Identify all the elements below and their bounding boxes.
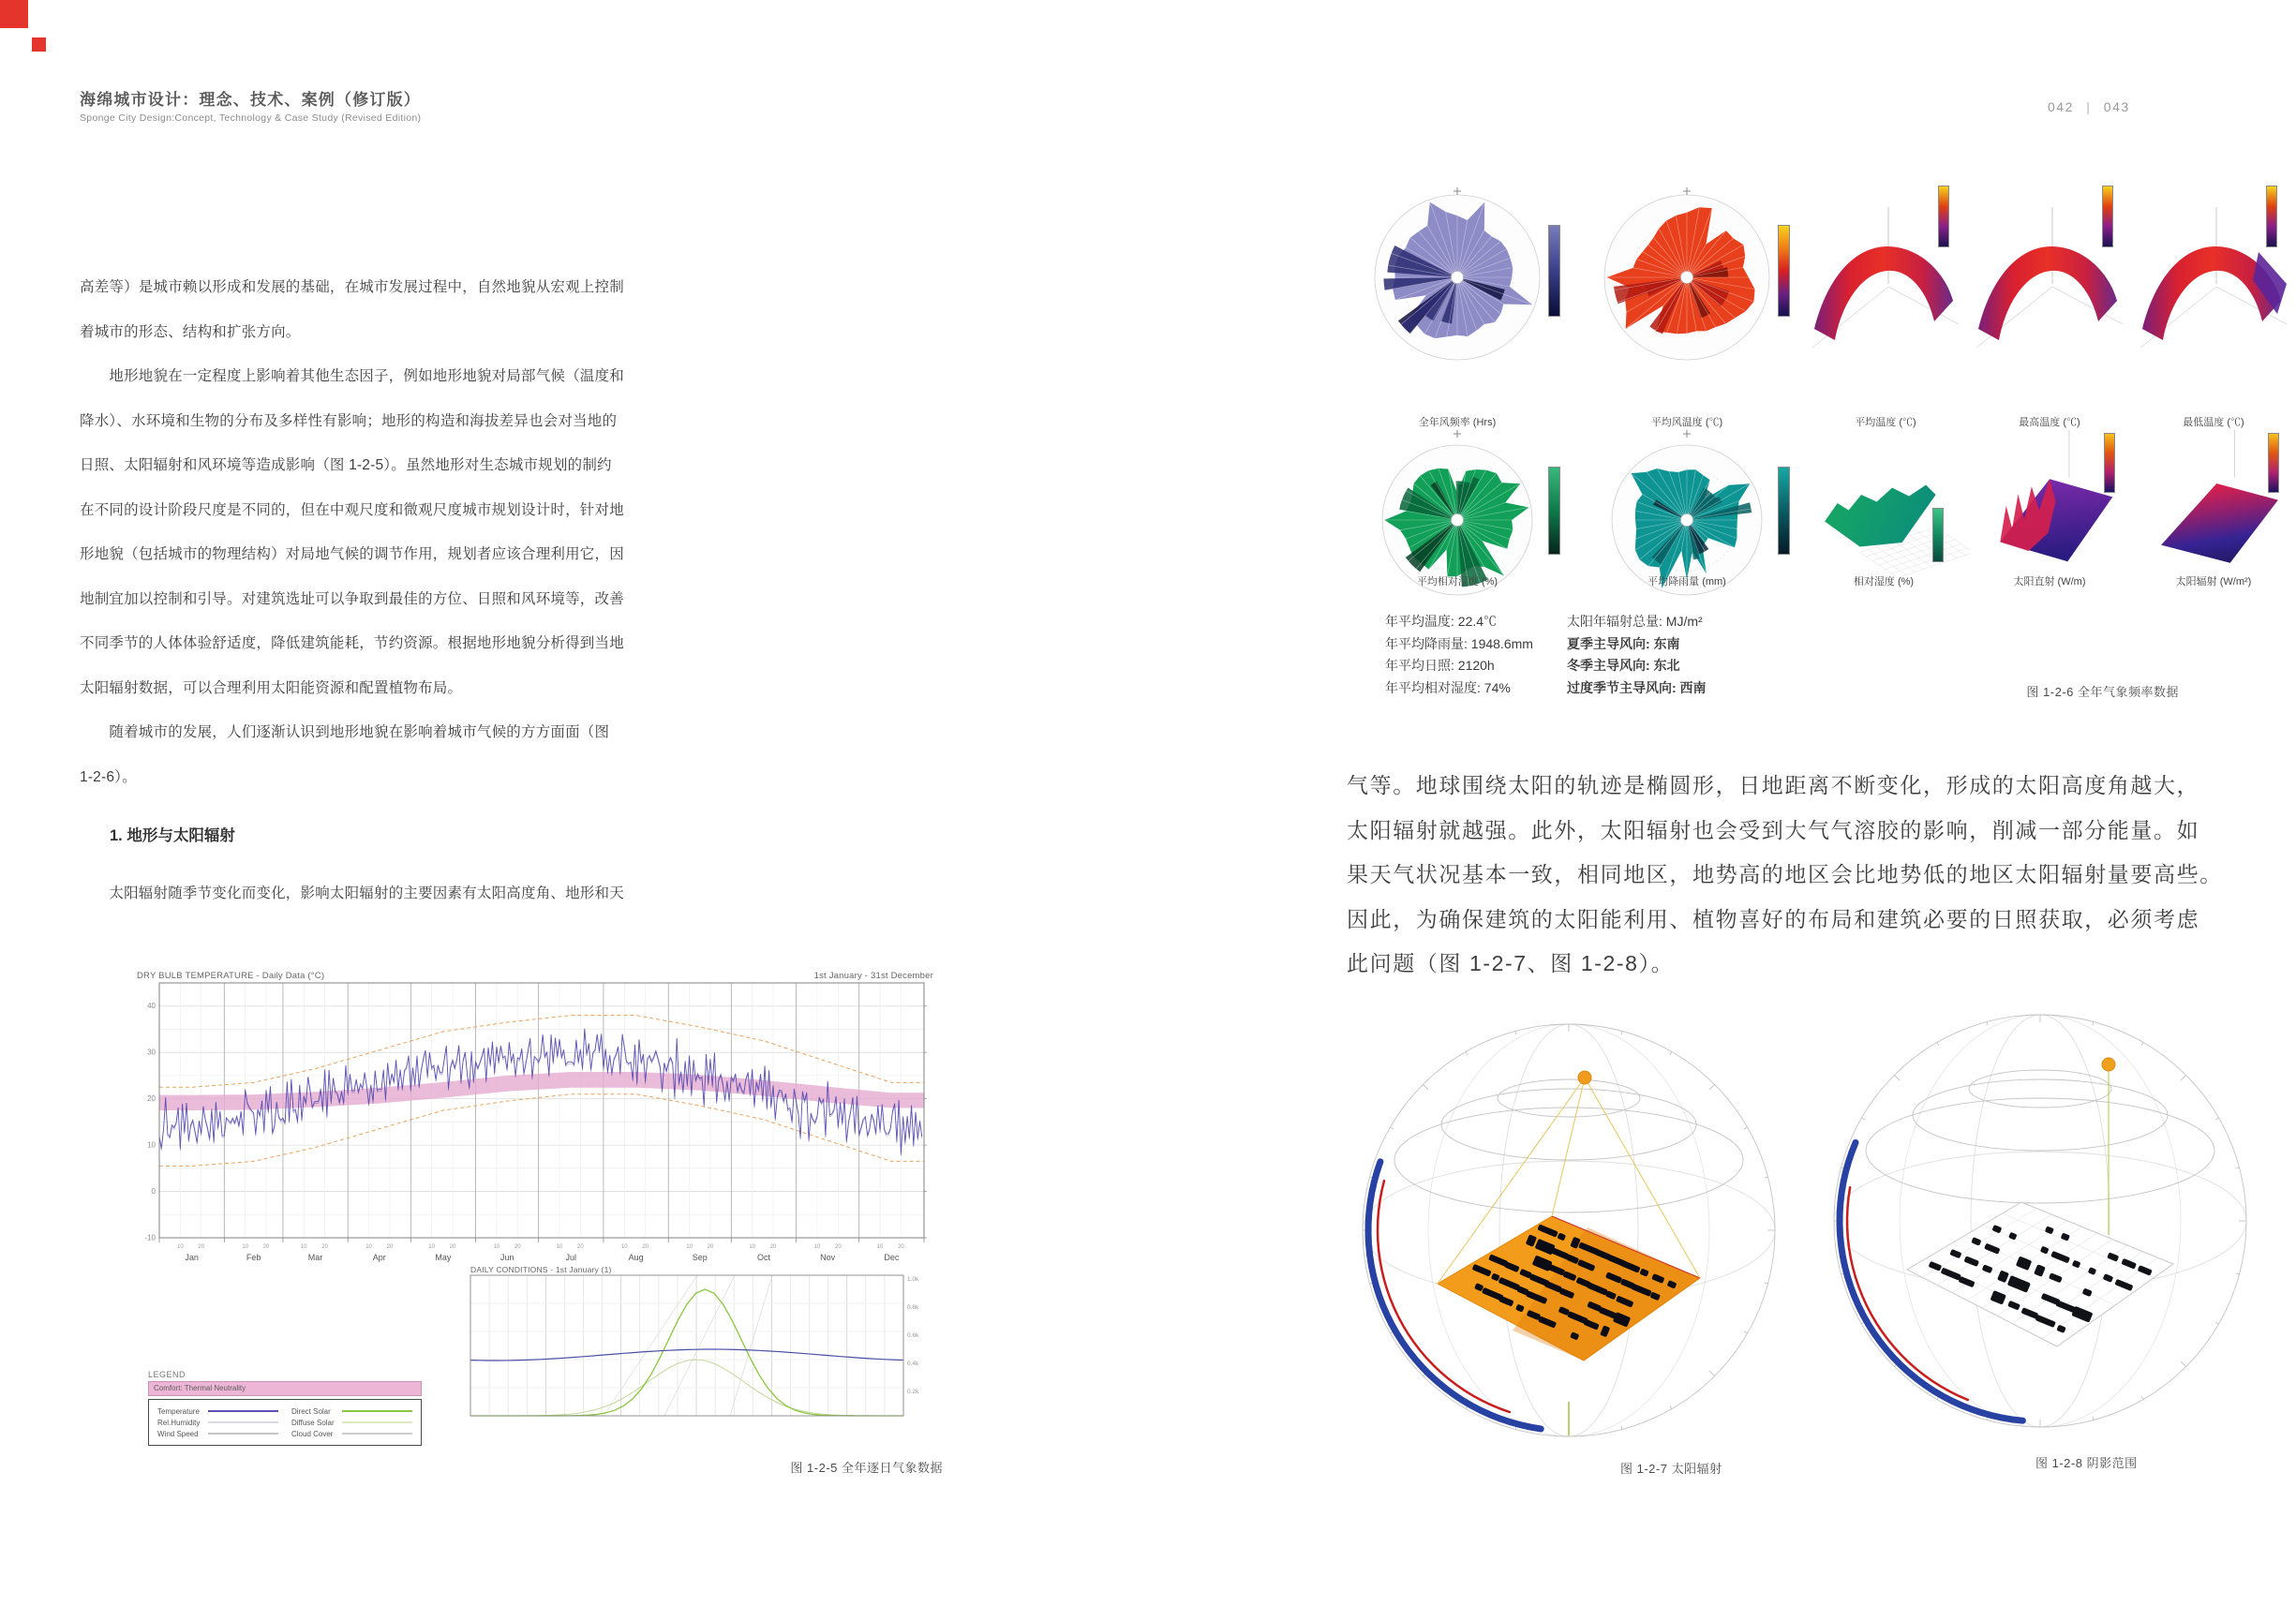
text-line: 果天气状况基本一致，相同地区，地势高的地区会比地势低的地区太阳辐射量要高些。	[1347, 862, 2223, 886]
legend-item-label: Wind Speed	[157, 1429, 199, 1438]
stats-left-column	[1385, 611, 1533, 699]
text-line: 地制宜加以控制和引导。对建筑选址可以争取到最佳的方位、日照和风环境等，改善	[80, 590, 624, 607]
figure-1-2-7-caption: 图 1-2-7 太阳辐射	[1620, 1462, 1722, 1476]
svg-text:20: 20	[514, 1244, 521, 1250]
svg-text:10: 10	[813, 1244, 821, 1250]
wind-rose-chart	[1364, 184, 1551, 371]
svg-text:10: 10	[556, 1244, 563, 1250]
figure-1-2-6-caption: 图 1-2-6 全年气象频率数据	[2026, 685, 2179, 699]
section-heading: 1. 地形与太阳辐射	[110, 827, 235, 844]
legend-item-swatch	[342, 1410, 412, 1412]
legend-item	[291, 1405, 412, 1417]
chart-cell-label: 最低温度 (℃)	[2183, 417, 2244, 428]
chart-colorbar	[2266, 186, 2277, 247]
text-line: 在不同的设计阶段尺度是不同的，但在中观尺度和微观尺度城市规划设计时，针对地	[80, 501, 624, 518]
chart-cell-label: 相对湿度 (%)	[1853, 576, 1915, 587]
svg-text:0: 0	[151, 1187, 156, 1197]
svg-text:20: 20	[577, 1244, 584, 1250]
stat-row: 夏季主导风向: 东南	[1567, 635, 1680, 651]
stats-right-column	[1567, 611, 1707, 699]
svg-text:20: 20	[898, 1244, 904, 1250]
legend-item-swatch	[208, 1433, 278, 1435]
svg-text:10: 10	[428, 1244, 435, 1250]
chart-colorbar	[1548, 225, 1560, 317]
corner-mark-inner	[32, 37, 46, 52]
legend-item-swatch	[342, 1421, 412, 1423]
text-line: 高差等）是城市赖以形成和发展的基础，在城市发展过程中，自然地貌从宏观上控制	[80, 279, 624, 295]
svg-text:20: 20	[262, 1244, 270, 1250]
svg-text:Jan: Jan	[185, 1253, 199, 1262]
legend-item	[291, 1417, 412, 1428]
svg-text:20: 20	[321, 1244, 328, 1250]
chart-cell-label: 平均相对湿度 (%)	[1416, 576, 1498, 587]
svg-text:20: 20	[834, 1244, 842, 1250]
chart-colorbar	[1938, 186, 1949, 247]
chart-cell-label: 平均风温度 (℃)	[1650, 417, 1723, 428]
legend-title: LEGEND	[148, 1370, 186, 1379]
chart-colorbar	[2102, 186, 2113, 247]
svg-text:10: 10	[365, 1244, 372, 1250]
chart-colorbar	[2268, 433, 2279, 493]
right-text-column	[1347, 764, 2223, 987]
svg-text:0.4k: 0.4k	[907, 1361, 919, 1367]
svg-text:0.6k: 0.6k	[907, 1332, 919, 1339]
chart-colorbar	[1932, 508, 1944, 562]
svg-text:May: May	[435, 1253, 452, 1262]
legend-item-label: Diffuse Solar	[291, 1418, 335, 1427]
surface-3d-chart	[1797, 439, 1971, 579]
text-line: 因此，为确保建筑的太阳能利用、植物喜好的布局和建筑必要的日照获取，必须考虑	[1347, 906, 2200, 931]
daily-chart-title: DAILY CONDITIONS - 1st January (1)	[470, 1265, 612, 1274]
text-line: 降水）、水环境和生物的分布及多样性有影响；地形的构造和海拔差异也会对当地的	[80, 412, 618, 429]
legend-item	[157, 1417, 278, 1428]
page-number-separator: |	[2086, 99, 2092, 114]
stat-row: 年平均相对湿度: 74%	[1385, 679, 1511, 695]
chart-cell-label: 太阳直射 (W/m)	[2013, 576, 2086, 587]
chart-colorbar	[1778, 225, 1790, 317]
svg-text:Oct: Oct	[756, 1253, 770, 1262]
svg-text:Jul: Jul	[565, 1253, 577, 1262]
legend-item	[291, 1428, 412, 1439]
legend-item-label: Direct Solar	[291, 1406, 331, 1416]
svg-text:20: 20	[642, 1244, 649, 1250]
svg-text:20: 20	[198, 1244, 205, 1250]
figure-1-2-5-caption: 图 1-2-5 全年逐日气象数据	[790, 1461, 943, 1475]
legend-item-label: Temperature	[157, 1406, 200, 1416]
chart-cell-label: 平均温度 (℃)	[1855, 417, 1916, 428]
text-line: 太阳辐射数据，可以合理利用太阳能资源和配置植物布局。	[80, 679, 463, 696]
legend-item-swatch	[208, 1421, 278, 1423]
svg-text:20: 20	[449, 1244, 456, 1250]
svg-text:Dec: Dec	[884, 1253, 900, 1262]
svg-text:30: 30	[147, 1048, 156, 1057]
figure-1-2-8-caption: 图 1-2-8 阴影范围	[2035, 1456, 2138, 1470]
svg-text:10: 10	[300, 1244, 307, 1250]
svg-text:-10: -10	[144, 1233, 156, 1242]
page-number-right: 043	[2103, 99, 2130, 114]
chart-colorbar	[2104, 433, 2115, 493]
svg-text:Mar: Mar	[307, 1253, 323, 1262]
wind-rose-chart	[1593, 184, 1781, 371]
svg-text:0.8k: 0.8k	[907, 1304, 919, 1311]
chart-cell-label: 最高温度 (℃)	[2019, 417, 2080, 428]
chart-cell-label: 全年风频率 (Hrs)	[1418, 417, 1497, 428]
legend-item-label: Rel.Humidity	[157, 1418, 201, 1427]
svg-text:0.2k: 0.2k	[907, 1389, 919, 1395]
daily-conditions-chart-svg	[463, 1263, 938, 1434]
svg-text:Aug: Aug	[628, 1253, 644, 1262]
svg-text:40: 40	[147, 1002, 156, 1011]
svg-text:Feb: Feb	[246, 1253, 261, 1262]
text-line: 地形地貌在一定程度上影响着其他生态因子，例如地形地貌对局部气候（温度和	[80, 368, 624, 384]
chart-cell-label: 太阳辐射 (W/m²)	[2175, 576, 2252, 587]
annual-weather-chart-svg	[131, 968, 939, 1279]
text-line: 气等。地球围绕太阳的轨迹是椭圆形，日地距离不断变化，形成的太阳高度角越大，	[1347, 773, 2200, 797]
text-line: 1-2-6）。	[80, 768, 137, 785]
svg-text:20: 20	[707, 1244, 714, 1250]
text-line: 不同季节的人体体验舒适度，降低建筑能耗，节约资源。根据地形地貌分析得到当地	[80, 635, 624, 651]
stat-row: 年平均日照: 2120h	[1385, 658, 1495, 673]
stat-row: 年平均温度: 22.4℃	[1385, 614, 1498, 629]
legend-col-right	[291, 1405, 412, 1439]
legend-item-label: Cloud Cover	[291, 1429, 334, 1438]
stat-row: 太阳年辐射总量: MJ/m²	[1567, 614, 1703, 629]
legend-col-left	[157, 1405, 278, 1439]
book-title-en: Sponge City Design:Concept, Technology & Case Study (Revised Edition)	[80, 112, 422, 124]
svg-text:10: 10	[686, 1244, 693, 1250]
legend-item	[157, 1428, 278, 1439]
stat-row: 冬季主导风向: 东北	[1567, 658, 1680, 673]
left-text-column	[80, 265, 623, 915]
stat-row: 过度季节主导风向: 西南	[1567, 679, 1707, 695]
legend-item	[157, 1405, 278, 1417]
legend-item-swatch	[342, 1433, 412, 1435]
sun-path-solar-radiation-svg	[1358, 1019, 1780, 1441]
text-line: 此问题（图 1-2-7、图 1-2-8）。	[1347, 951, 1675, 975]
svg-text:10: 10	[147, 1140, 156, 1150]
svg-text:Nov: Nov	[820, 1253, 836, 1262]
svg-text:1.0k: 1.0k	[907, 1276, 919, 1283]
text-line: 形地貌（包括城市的物理结构）对局地气候的调节作用，规划者应该合理利用它，因	[80, 546, 624, 562]
legend-comfort-band-label: Comfort: Thermal Neutrality	[148, 1381, 422, 1396]
svg-text:10: 10	[242, 1244, 249, 1250]
svg-text:Jun: Jun	[499, 1253, 514, 1262]
svg-text:10: 10	[749, 1244, 756, 1250]
corner-mark-outer	[0, 0, 28, 28]
svg-text:10: 10	[177, 1244, 184, 1250]
stat-row: 年平均降雨量: 1948.6mm	[1385, 635, 1533, 651]
chart-colorbar	[1548, 467, 1560, 555]
text-line: 着城市的形态、结构和扩张方向。	[80, 323, 301, 340]
legend-items-box	[148, 1399, 422, 1446]
svg-text:20: 20	[769, 1244, 777, 1250]
text-line: 随着城市的发展，人们逐渐认识到地形地貌在影响着城市气候的方方面面（图	[80, 724, 610, 740]
text-line: 太阳辐射随季节变化而变化，影响太阳辐射的主要因素有太阳高度角、地形和天	[80, 885, 624, 901]
svg-text:Sep: Sep	[692, 1253, 708, 1262]
page-number-left: 042	[2048, 99, 2074, 114]
chart-colorbar	[1778, 467, 1790, 555]
page-numbers	[2048, 99, 2130, 114]
svg-text:20: 20	[386, 1244, 394, 1250]
svg-text:10: 10	[620, 1244, 628, 1250]
chart-cell-label: 平均降雨量 (mm)	[1647, 576, 1726, 587]
legend-item-swatch	[208, 1410, 278, 1412]
book-title-zh: 海绵城市设计：理念、技术、案例（修订版）	[80, 91, 421, 109]
text-line: 太阳辐射就越强。此外，太阳辐射也会受到大气气溶胶的影响，削减一部分能量。如	[1347, 817, 2200, 842]
weather-chart-legend	[148, 1370, 422, 1446]
svg-text:Apr: Apr	[372, 1253, 386, 1262]
svg-text:20: 20	[147, 1094, 156, 1104]
svg-text:10: 10	[493, 1244, 500, 1250]
sun-path-shadow-range-svg	[1829, 1010, 2251, 1432]
text-line: 日照、太阳辐射和风环境等造成影响（图 1-2-5）。虽然地形对生态城市规划的制约	[80, 457, 612, 473]
annual-chart-title: DRY BULB TEMPERATURE - Daily Data (°C)	[137, 971, 325, 981]
svg-text:10: 10	[876, 1244, 884, 1250]
annual-chart-title-right: 1st January - 31st December	[813, 971, 933, 981]
